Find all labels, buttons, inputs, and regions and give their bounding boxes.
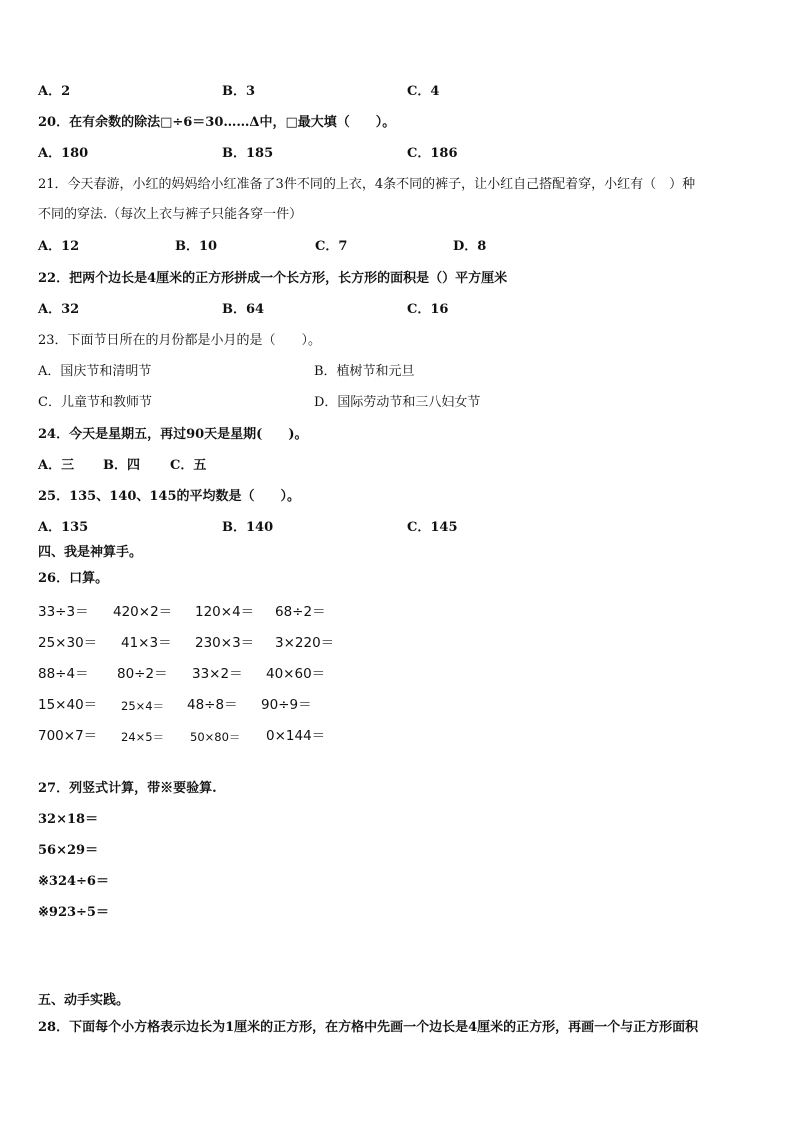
q23-option-c: C．儿童节和教师节 [38, 395, 152, 410]
q26-item: 50×80＝ [190, 730, 241, 744]
q22-stem: 22．把两个边长是4厘米的正方形拼成一个长方形，长方形的面积是（）平方厘米 [38, 271, 508, 286]
q22-option-c: C．16 [407, 302, 449, 317]
q26-item: 33÷3＝ [38, 604, 89, 620]
section-5-heading: 五、动手实践。 [38, 993, 130, 1008]
q26-item: 24×5＝ [121, 730, 165, 744]
q27-item: ※324÷6＝ [38, 874, 109, 889]
q28-stem: 28．下面每个小方格表示边长为1厘米的正方形，在方格中先画一个边长是4厘米的正方形，再画一个与正方形面积 [38, 1020, 699, 1035]
q25-option-b: B．140 [222, 520, 274, 535]
q22-option-b: B．64 [222, 302, 265, 317]
q20-option-a: A．180 [38, 146, 89, 161]
q21-option-c: C．7 [315, 239, 348, 254]
q25-option-c: C．145 [407, 520, 458, 535]
q26-item: 230×3＝ [195, 635, 255, 651]
q26-item: 68÷2＝ [275, 604, 326, 620]
q26-item: 25×30＝ [38, 635, 98, 651]
q26-item: 700×7＝ [38, 728, 98, 744]
q19-option-c: C．4 [407, 84, 440, 99]
q23-option-b: B．植树节和元旦 [314, 364, 415, 379]
q24-option-a: A．三 [38, 458, 75, 473]
q21-option-d: D．8 [453, 239, 487, 254]
q27-item: 32×18＝ [38, 812, 99, 827]
q26-item: 80÷2＝ [117, 666, 168, 682]
q27-stem: 27．列竖式计算，带※要验算. [38, 781, 217, 796]
q19-option-b: B．3 [222, 84, 256, 99]
q26-item: 0×144＝ [266, 728, 326, 744]
q24-option-b: B．四 [103, 458, 140, 473]
q20-stem: 20．在有余数的除法□÷6＝30……Δ中，□最大填（ ）。 [38, 115, 396, 130]
section-4-heading: 四、我是神算手。 [38, 545, 143, 560]
q26-item: 90÷9＝ [261, 697, 312, 713]
q26-item: 3×220＝ [275, 635, 335, 651]
q21-stem-line2: 不同的穿法.（每次上衣与裤子只能各穿一件） [38, 207, 303, 222]
q26-stem: 26．口算。 [38, 571, 109, 586]
q23-option-a: A．国庆节和清明节 [38, 364, 152, 379]
q26-item: 15×40＝ [38, 697, 98, 713]
q21-option-a: A．12 [38, 239, 80, 254]
q24-stem: 24．今天是星期五，再过90天是星期( )。 [38, 427, 308, 442]
q23-option-d: D．国际劳动节和三八妇女节 [314, 395, 481, 410]
q26-item: 40×60＝ [266, 666, 326, 682]
q25-stem: 25．135、140、145的平均数是（ ）。 [38, 489, 300, 504]
q26-item: 88÷4＝ [38, 666, 89, 682]
q26-item: 41×3＝ [121, 635, 172, 651]
q21-stem-line1: 21．今天春游，小红的妈妈给小红准备了3件不同的上衣，4条不同的裤子，让小红自己搭配着穿，小红有（ ）种 [38, 177, 696, 192]
q27-item: 56×29＝ [38, 843, 99, 858]
q22-option-a: A．32 [38, 302, 80, 317]
q24-option-c: C．五 [170, 458, 207, 473]
q19-option-a: A．2 [38, 84, 71, 99]
q26-item: 420×2＝ [113, 604, 173, 620]
q27-item: ※923÷5＝ [38, 905, 109, 920]
q25-option-a: A．135 [38, 520, 89, 535]
q26-item: 48÷8＝ [187, 697, 238, 713]
q26-item: 120×4＝ [195, 604, 255, 620]
q26-item: 25×4＝ [121, 699, 165, 713]
q26-item: 33×2＝ [192, 666, 243, 682]
q21-option-b: B．10 [175, 239, 218, 254]
q23-stem: 23．下面节日所在的月份都是小月的是（ ）。 [38, 333, 322, 348]
q20-option-b: B．185 [222, 146, 274, 161]
q20-option-c: C．186 [407, 146, 458, 161]
